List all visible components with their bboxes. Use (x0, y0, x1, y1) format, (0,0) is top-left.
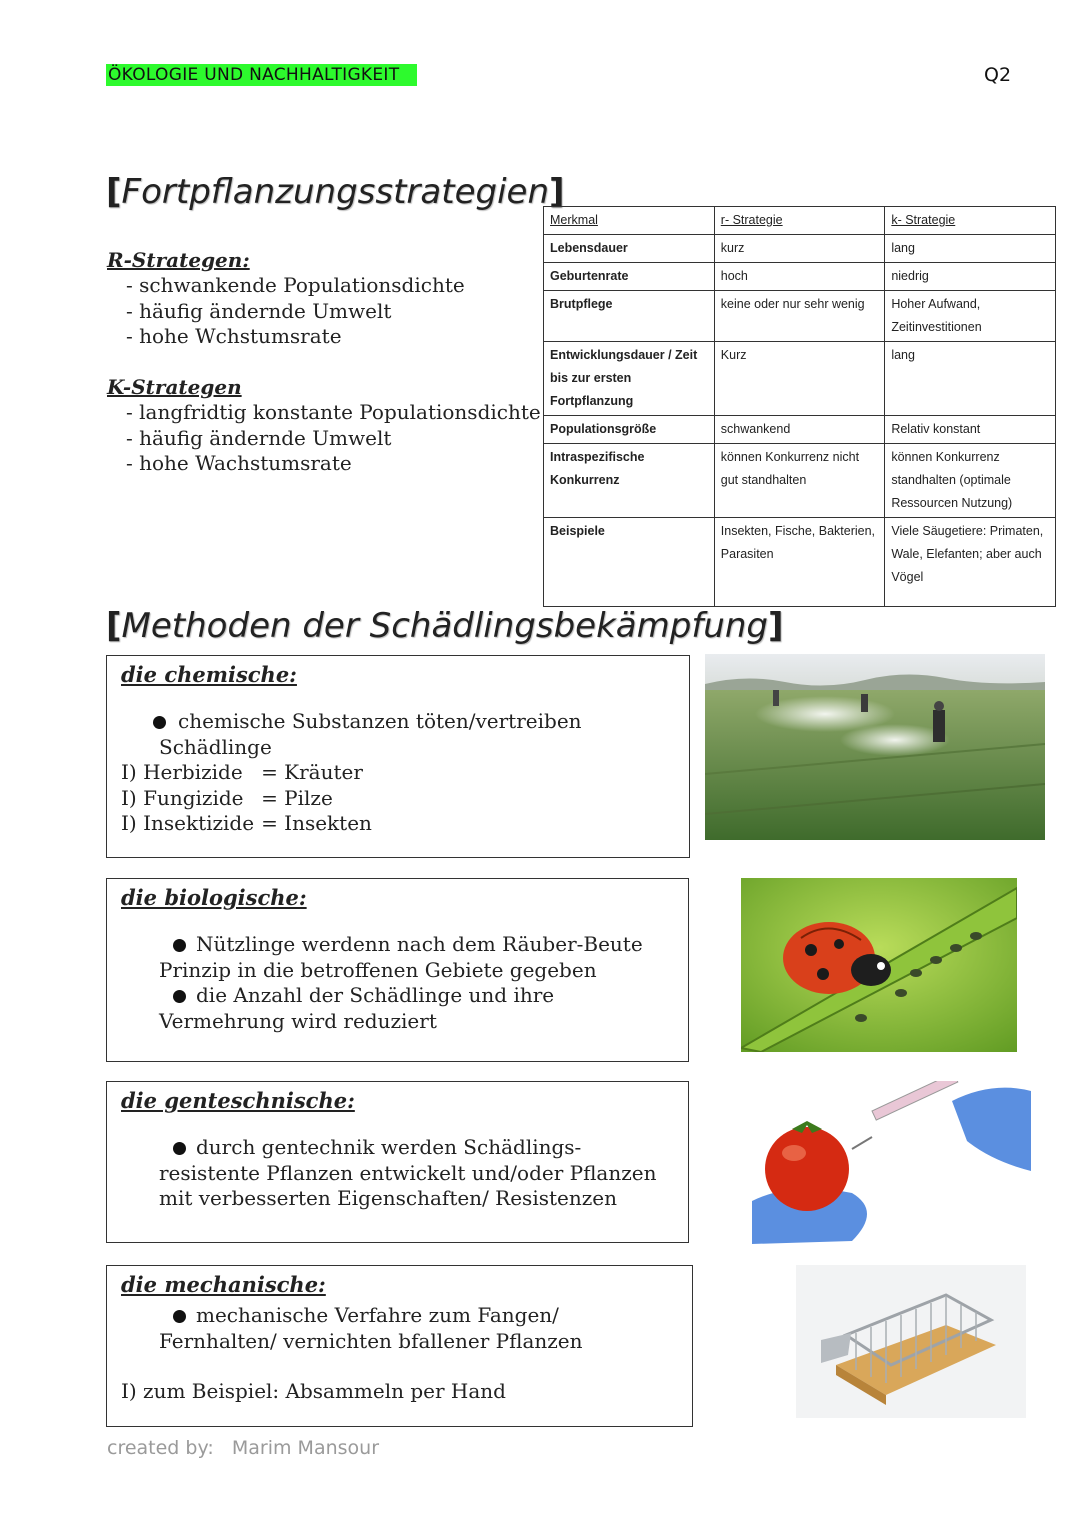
bullet-continuation: Vermehrung wird reduziert (159, 1008, 437, 1033)
bullet-icon (173, 1310, 186, 1323)
table-cell: können Konkurrenz nicht gut standhalten (714, 444, 885, 518)
footer-credit: created by: Marim Mansour (107, 1437, 380, 1459)
table-cell: niedrig (885, 263, 1056, 291)
table-cell: Brutpflege (544, 291, 715, 342)
bullet-line: Nützlinge werdenn nach dem Räuber-Beute (121, 932, 674, 958)
table-cell: hoch (714, 263, 885, 291)
table-cell: können Konkurrenz standhalten (optimale Ressourcen Nutzung) (885, 444, 1056, 518)
list-item: I) Insektizide = Insekten (121, 811, 372, 835)
table-row (544, 342, 1056, 416)
bullet-line: durch gentechnik werden Schädlings- (121, 1135, 674, 1161)
box-gentechnische (106, 1081, 689, 1243)
list-item: - schwankende Populationsdichte (126, 273, 465, 297)
example-line: I) zum Beispiel: Absammeln per Hand (121, 1379, 506, 1403)
table-cell: Geburtenrate (544, 263, 715, 291)
table-cell: Insekten, Fische, Bakterien, Parasiten (714, 518, 885, 607)
box-title: die mechanische: (121, 1272, 326, 1297)
bullet-icon (153, 716, 166, 729)
box-title: die chemische: (121, 662, 297, 687)
list-item: - häufig ändernde Umwelt (126, 298, 392, 323)
bullet-line: mechanische Verfahre zum Fangen/ (121, 1303, 678, 1329)
section-title-schaedlingsbekaempfung: [Methoden der Schädlingsbekämpfung] (106, 606, 784, 646)
table-cell: Relativ konstant (885, 416, 1056, 444)
level-label: Q2 (984, 64, 1012, 86)
table-header-cell: k- Strategie (885, 207, 1056, 235)
list-item: - hohe Wchstumsrate (126, 324, 342, 348)
bullet-continuation: Fernhalten/ vernichten bfallener Pflanzen (159, 1328, 583, 1353)
r-strategen-list (126, 273, 465, 350)
table-cell: lang (885, 342, 1056, 416)
mouse-trap-photo (796, 1265, 1026, 1418)
table-cell: Kurz (714, 342, 885, 416)
table-cell: Viele Säugetiere: Primaten, Wale, Elefanten; aber auch Vögel (885, 518, 1056, 607)
table-cell: Intraspezifische Konkurrenz (544, 444, 715, 518)
list-item: - häufig ändernde Umwelt (126, 425, 392, 450)
table-header-cell: r- Strategie (714, 207, 885, 235)
bullet-continuation: resistente Pflanzen entwickelt und/oder Pflanzen (159, 1160, 657, 1185)
bullet-continuation: Schädlinge (159, 734, 272, 759)
list-item: I) Herbizide = Kräuter (121, 760, 363, 784)
table-row (544, 416, 1056, 444)
table-header-cell: Merkmal (544, 207, 715, 235)
strategy-table (543, 206, 1056, 607)
box-chemische (106, 655, 690, 858)
bullet-continuation: mit verbesserten Eigenschaften/ Resistenzen (159, 1186, 617, 1210)
section-title-fortpflanzung: [Fortpflanzungsstrategien] (106, 172, 565, 212)
bullet-line: die Anzahl der Schädlinge und ihre (121, 983, 674, 1009)
list-item: I) Fungizide = Pilze (121, 785, 333, 810)
topic-label: ÖKOLOGIE UND NACHHALTIGKEIT (106, 64, 417, 86)
k-strategen-heading: K-Strategen (107, 375, 242, 399)
list-item: - hohe Wachstumsrate (126, 451, 352, 475)
table-row (544, 518, 1056, 607)
box-biologische (106, 878, 689, 1062)
k-strategen-list (126, 400, 541, 477)
r-strategen-heading: R-Strategen: (107, 248, 250, 272)
bullet-line: chemische Substanzen töten/vertreiben (121, 709, 675, 735)
tomato-injection-photo (752, 1081, 1031, 1244)
table-row (544, 263, 1056, 291)
bullet-icon (173, 990, 186, 1003)
box-title: die genteschnische: (121, 1088, 355, 1113)
table-cell: Lebensdauer (544, 235, 715, 263)
table-cell: kurz (714, 235, 885, 263)
table-row (544, 444, 1056, 518)
box-mechanische (106, 1265, 693, 1427)
table-row (544, 235, 1056, 263)
table-cell: Entwicklungsdauer / Zeit bis zur ersten Fortpflanzung (544, 342, 715, 416)
table-cell: Hoher Aufwand, Zeitinvestitionen (885, 291, 1056, 342)
bullet-icon (173, 1142, 186, 1155)
ladybug-photo (741, 878, 1017, 1052)
table-cell: keine oder nur sehr wenig (714, 291, 885, 342)
bullet-continuation: Prinzip in die betroffenen Gebiete gegeben (159, 957, 597, 982)
bullet-icon (173, 939, 186, 952)
table-row (544, 291, 1056, 342)
table-header-row (544, 207, 1056, 235)
table-cell: Beispiele (544, 518, 715, 607)
table-cell: lang (885, 235, 1056, 263)
box-title: die biologische: (121, 885, 307, 910)
table-cell: schwankend (714, 416, 885, 444)
list-item: - langfridtig konstante Populationsdichte (126, 400, 541, 424)
pesticide-spraying-photo (705, 654, 1045, 840)
table-cell: Populationsgröße (544, 416, 715, 444)
